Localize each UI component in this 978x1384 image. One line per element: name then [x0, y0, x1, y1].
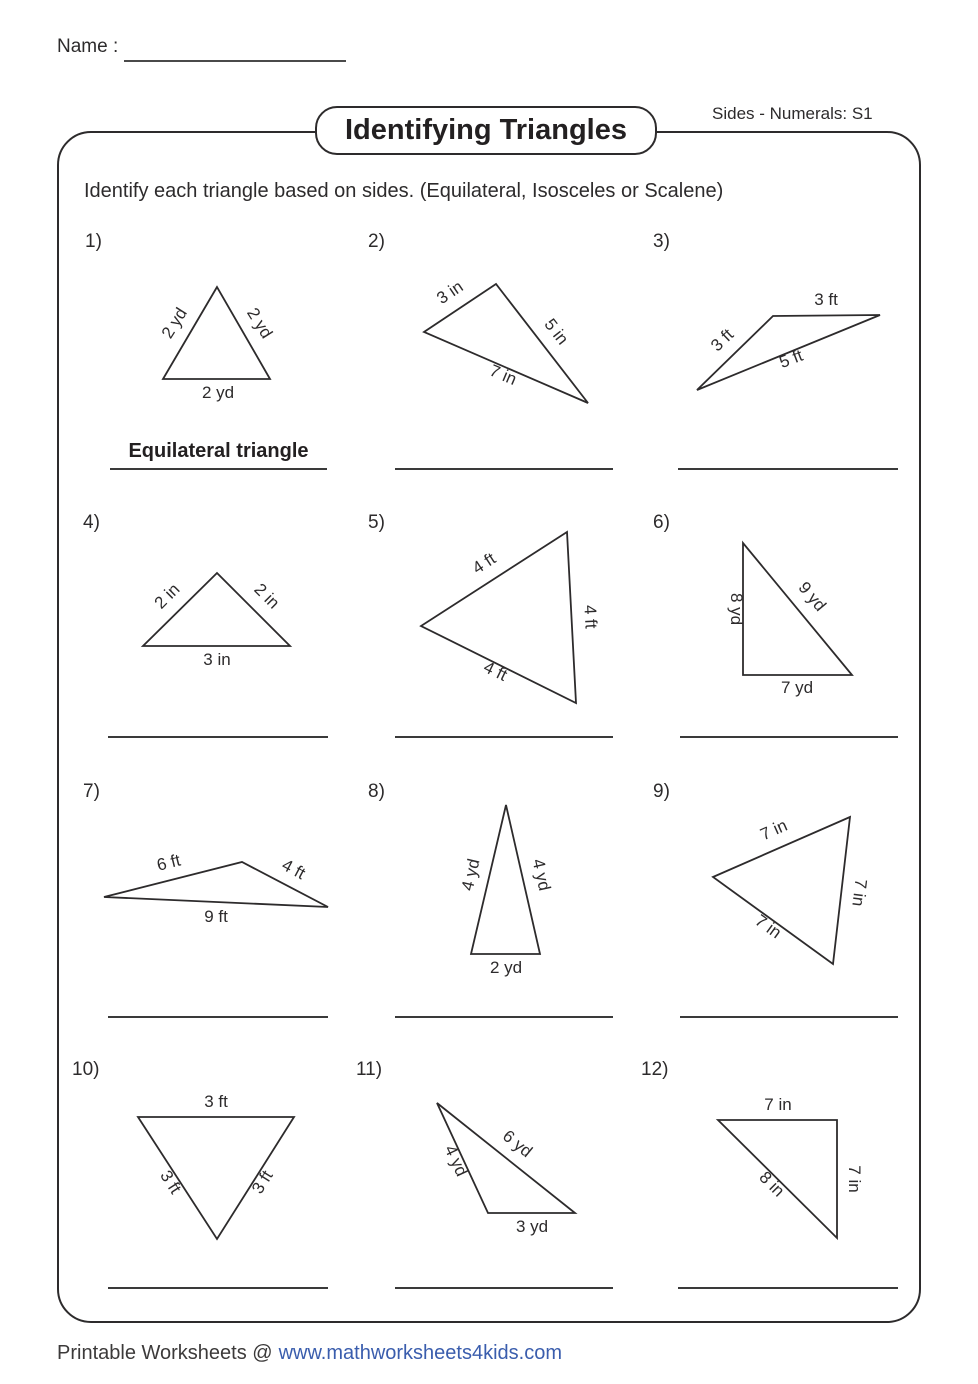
triangle-figure-2: [400, 270, 610, 420]
problem-number-7: 7): [83, 781, 100, 802]
instruction-text: Identify each triangle based on sides. (Equilateral, Isosceles or Scalene): [84, 180, 724, 202]
problem-number-10: 10): [72, 1059, 100, 1080]
triangle-figure-1: [140, 280, 340, 405]
side-label: 3 ft: [707, 325, 738, 356]
problem-number-3: 3): [653, 231, 670, 252]
footer: [57, 1342, 562, 1365]
side-label: 3 ft: [248, 1167, 277, 1198]
side-label: 3 in: [433, 276, 467, 308]
side-label: 7 in: [757, 815, 791, 845]
answer-blank-7[interactable]: [108, 988, 328, 1018]
answer-blank-9[interactable]: [680, 988, 898, 1018]
problem-number-2: 2): [368, 231, 385, 252]
worksheet-code: Sides - Numerals: S1: [712, 104, 873, 123]
side-label: 4 ft: [580, 604, 601, 630]
problem-number-8: 8): [368, 781, 385, 802]
name-label: Name :: [57, 36, 119, 57]
triangle-figure-9: [690, 800, 875, 985]
side-label: 7 in: [486, 360, 520, 390]
side-label: 8 in: [755, 1167, 789, 1201]
side-label: 6 yd: [498, 1126, 536, 1162]
side-label: 5 in: [540, 314, 573, 349]
answer-blank-1[interactable]: [110, 440, 327, 470]
side-label: 4 ft: [278, 855, 309, 884]
triangle-outline: [471, 805, 540, 954]
answer-blank-8[interactable]: [395, 988, 613, 1018]
side-label: 9 yd: [794, 578, 830, 615]
side-label: 3 in: [203, 650, 231, 669]
side-label: 3 yd: [515, 1217, 549, 1236]
side-label: 9 ft: [204, 907, 228, 926]
side-label: 2 yd: [201, 383, 235, 402]
triangle-figure-3: [680, 290, 895, 405]
triangle-figure-7: [90, 840, 340, 950]
triangle-outline: [713, 817, 850, 964]
problem-number-1: 1): [85, 231, 102, 252]
side-label: 3 ft: [204, 1092, 228, 1111]
triangle-outline: [743, 543, 852, 675]
triangle-figure-6: [700, 530, 880, 695]
answer-blank-4[interactable]: [108, 708, 328, 738]
answer-blank-3[interactable]: [678, 440, 898, 470]
side-label: 3 ft: [814, 290, 838, 309]
problem-number-9: 9): [653, 781, 670, 802]
side-label: 2 yd: [243, 304, 277, 342]
side-label: 7 in: [848, 877, 871, 908]
side-label: 4 yd: [440, 1142, 472, 1180]
side-label: 5 ft: [776, 345, 806, 372]
footer-text: Printable Worksheets @: [57, 1342, 273, 1364]
side-label: 3 ft: [156, 1166, 186, 1198]
side-label: 7 yd: [780, 678, 814, 697]
side-label: 4 yd: [528, 856, 555, 893]
triangle-figure-4: [120, 560, 320, 675]
problem-number-4: 4): [83, 512, 100, 533]
side-label: 2 in: [250, 579, 284, 613]
side-label: 4 ft: [468, 548, 500, 578]
answer-blank-2[interactable]: [395, 440, 613, 470]
side-label: 2 yd: [157, 304, 191, 342]
problem-number-12: 12): [641, 1059, 669, 1080]
side-label: 7 in: [751, 910, 785, 943]
title-box: [315, 106, 657, 155]
side-label: 2 yd: [489, 958, 523, 977]
side-label: 7 in: [764, 1095, 792, 1114]
answer-blank-12[interactable]: [678, 1259, 898, 1289]
problem-number-11: 11): [356, 1059, 383, 1080]
answer-blank-11[interactable]: [395, 1259, 613, 1289]
answer-blank-5[interactable]: [395, 708, 613, 738]
answer-blank-10[interactable]: [108, 1259, 328, 1289]
triangle-figure-5: [400, 520, 605, 720]
answer-text-1: Equilateral triangle: [128, 440, 309, 462]
answer-blank-6[interactable]: [680, 708, 898, 738]
side-label: 8 yd: [727, 592, 746, 626]
problem-number-5: 5): [368, 512, 385, 533]
side-label: 4 yd: [457, 856, 484, 893]
footer-link[interactable]: www.mathworksheets4kids.com: [278, 1342, 563, 1364]
triangle-figure-8: [440, 790, 580, 980]
name-input-line[interactable]: [124, 38, 346, 62]
side-label: 7 in: [845, 1165, 864, 1193]
triangle-figure-11: [410, 1080, 610, 1250]
page-title: Identifying Triangles: [345, 114, 627, 146]
side-label: 6 ft: [154, 850, 183, 875]
triangle-figure-10: [110, 1090, 325, 1255]
triangle-figure-12: [690, 1090, 880, 1260]
problem-number-6: 6): [653, 512, 670, 533]
side-label: 2 in: [150, 579, 184, 613]
side-label: 4 ft: [480, 657, 511, 685]
